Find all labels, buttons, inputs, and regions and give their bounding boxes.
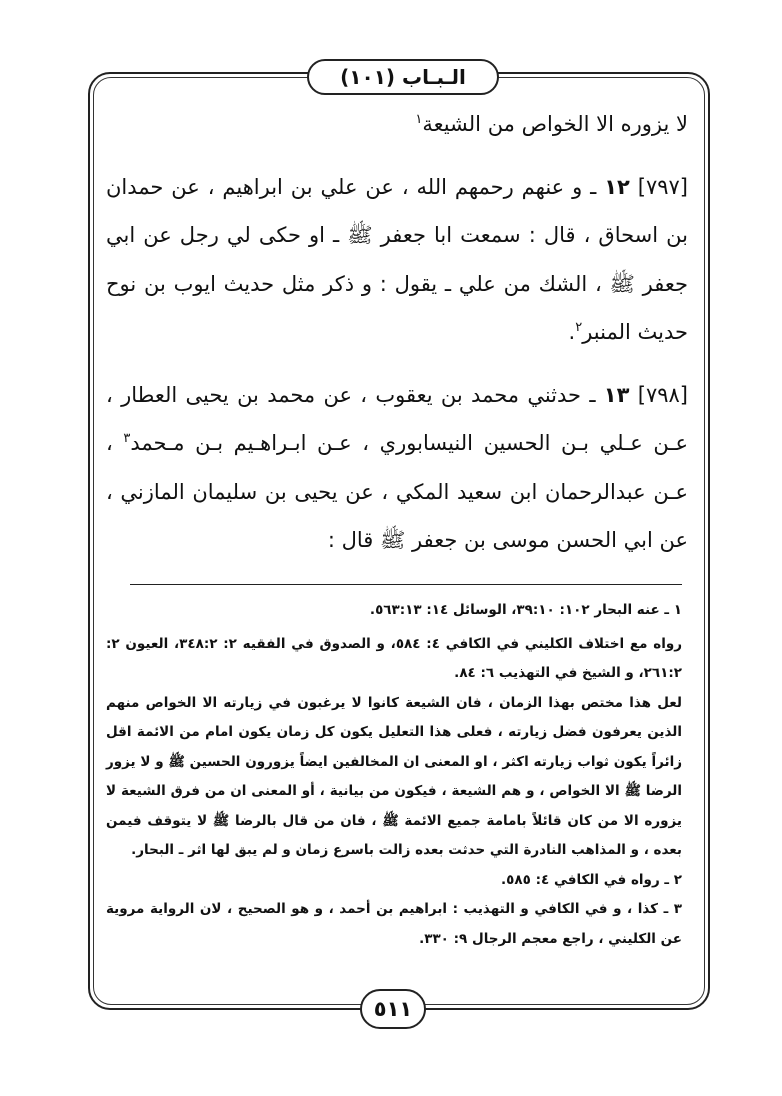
para1-text: لا يزوره الا الخواص من الشيعة — [422, 112, 688, 136]
footnote-1-commentary: لعل هذا مختص بهذا الزمان ، فان الشيعة كانوا لا يرغبون في زيارته الا الخواص منهم الذين يعرفون فضل زيارته ، فعلى هذا التعليل يكون كل زمان يكون امام من الائمة اقل زائراً يكون ثواب زيارته اكثر ، او المعنى ان المخالفين ايضاً يزورون الحسين ﷺ و لا يزور الرضا ﷺ الا الخواص ، و هم الشيعة ، فيكون من بيانية ، أو المعنى ان من فرق الشيعة لا يزوره الا من كان قائلاً بامامة جميع الائمة ﷺ ، فان من قال بالرضا ﷺ لا يتوقف فيمن بعده ، و المذاهب النادرة التي حدثت بعده زالت باسرع زمان و لم يبق لها اثر ـ البحار. — [106, 694, 682, 858]
hadith-number: ١٢ — [604, 174, 630, 199]
hadith-text-b: ، عـن عبدالرحمان ابن سعيد المكي ، عن يحيى بن سليمان المازني ، عن ابي الحسن موسى بن جعفر ﷺ قال : — [106, 431, 688, 552]
footnote-ref-3[interactable]: ٣ — [123, 431, 131, 446]
hadith-number: ١٣ — [603, 382, 630, 407]
footnote-divider — [130, 584, 682, 585]
footnote-ref-1[interactable]: ١ — [415, 112, 423, 127]
page-number-box — [360, 989, 426, 1029]
hadith-id: [٧٩٧] — [637, 174, 688, 199]
footnote-1-source: ١ ـ عنه البحار ١٠٢: ٣٩:١٠، الوسائل ١٤: ٥٦٣:١٣. — [369, 602, 682, 618]
hadith-797 — [106, 163, 688, 357]
main-text — [106, 100, 688, 565]
chapter-title: الـبـاب (١٠١) — [340, 65, 466, 89]
hadith-end: . — [568, 320, 576, 344]
footnote-2: ٢ ـ رواه في الكافي ٤: ٥٨٥. — [501, 871, 682, 888]
paragraph-continuation — [106, 100, 688, 149]
hadith-798 — [106, 371, 688, 565]
hadith-text-a: ـ حدثني محمد بن يعقوب ، عن محمد بن يحيى العطار ، عـن عـلي بـن الحسين النيسابوري ، عـن ابـراهـيم بـن مـحمد — [106, 382, 688, 455]
chapter-title-box — [307, 59, 499, 95]
page-number: ٥١١ — [373, 997, 413, 1021]
footnote-3: ٣ ـ كذا ، و في الكافي و التهذيب : ابراهيم بن أحمد ، و هو الصحيح ، لان الرواية مروية عن الكليني ، راجع معجم الرجال ٩: ٣٣٠. — [106, 901, 682, 947]
hadith-id: [٧٩٨] — [637, 382, 688, 407]
footnote-1-narration: رواه مع اختلاف الكليني في الكافي ٤: ٥٨٤، و الصدوق في الفقيه ٢: ٣٤٨:٢، العيون ٢: ٢٦١:٢، و الشيخ في التهذيب ٦: ٨٤. — [106, 635, 683, 681]
footnote-ref-2[interactable]: ٢ — [575, 320, 583, 335]
footnotes — [106, 596, 682, 954]
hadith-text: ـ و عنهم رحمهم الله ، عن علي بن ابراهيم ، عن حمدان بن اسحاق ، قال : سمعت ابا جعفر ﷺ ـ او حكى لي رجل عن ابي جعفر ﷺ ، الشك من علي ـ يقول : و ذكر مثل حديث ايوب بن نوح حديث المنبر — [106, 174, 688, 344]
